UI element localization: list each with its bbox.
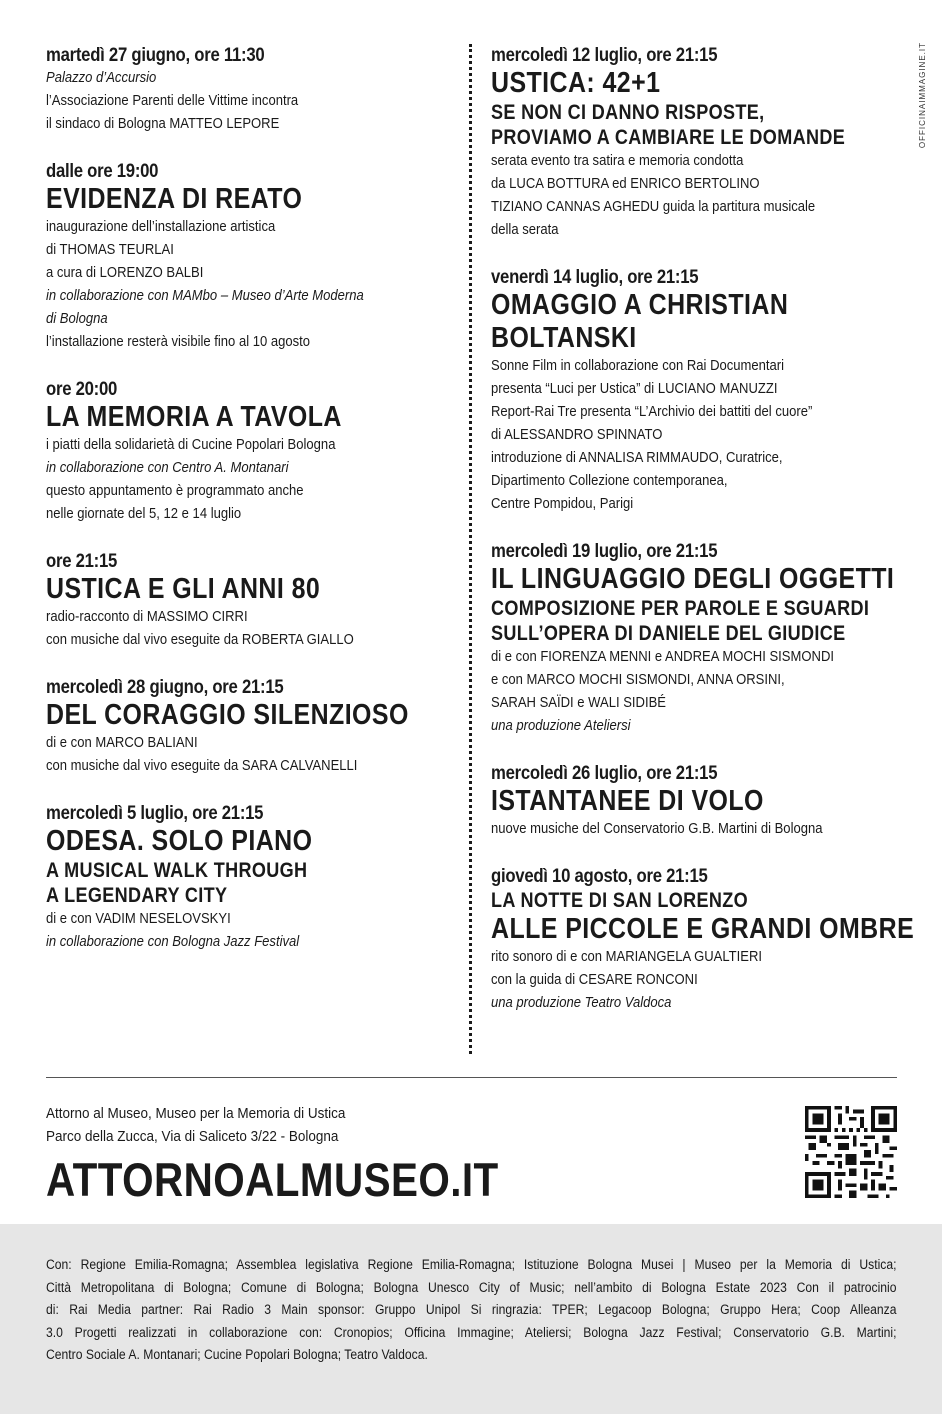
event-title: USTICA E GLI ANNI 80 bbox=[46, 573, 321, 605]
address-line: Attorno al Museo, Museo per la Memoria di Ustica bbox=[46, 1105, 346, 1122]
event-line: a cura di LORENZO BALBI bbox=[46, 265, 204, 281]
event-piccole-grandi-ombre bbox=[491, 865, 915, 1015]
event-line: TIZIANO CANNAS AGHEDU guida la partitura musicale bbox=[491, 199, 816, 215]
event-memoria-a-tavola bbox=[46, 378, 446, 526]
event-line: nelle giornate del 5, 12 e 14 luglio bbox=[46, 506, 242, 522]
sponsors-line: di: Rai Media partner: Rai Radio 3 Main sponsor: Gruppo Unipol Si ringrazia: TPER; Legacoop Bologna; Gruppo Hera; Coop Alleanza bbox=[46, 1302, 897, 1317]
event-date: dalle ore 19:00 bbox=[46, 161, 159, 182]
event-line: nuove musiche del Conservatorio G.B. Martini di Bologna bbox=[491, 821, 823, 837]
event-line: della serata bbox=[491, 222, 559, 238]
event-line: i piatti della solidarietà di Cucine Popolari Bologna bbox=[46, 437, 336, 453]
sponsors-text bbox=[46, 1254, 897, 1367]
event-subtitle: SE NON CI DANNO RISPOSTE, bbox=[491, 101, 765, 124]
event-line: rito sonoro di e con MARIANGELA GUALTIERI bbox=[491, 949, 763, 965]
event-evidenza-di-reato bbox=[46, 160, 446, 354]
event-subtitle: COMPOSIZIONE PER PAROLE E SGUARDI bbox=[491, 597, 870, 620]
event-line: di e con MARCO BALIANI bbox=[46, 735, 198, 751]
event-line: di e con VADIM NESELOVSKYI bbox=[46, 911, 231, 927]
event-line: l’installazione resterà visibile fino al 10 agosto bbox=[46, 334, 311, 350]
sponsors-footer bbox=[0, 1224, 942, 1414]
sponsors-line: Centro Sociale A. Montanari; Cucine Popolari Bologna; Teatro Valdoca. bbox=[46, 1347, 428, 1362]
event-line: serata evento tra satira e memoria condotta bbox=[491, 153, 744, 169]
event-title: ISTANTANEE DI VOLO bbox=[491, 785, 764, 817]
event-title: BOLTANSKI bbox=[491, 322, 637, 354]
event-line: Report-Rai Tre presenta “L’Archivio dei battiti del cuore” bbox=[491, 404, 813, 420]
event-subtitle: SULL’OPERA DI DANIELE DEL GIUDICE bbox=[491, 622, 846, 645]
event-line: in collaborazione con Centro A. Montanari bbox=[46, 460, 289, 476]
event-line: SARAH SAÏDI e WALI SIDIBÉ bbox=[491, 695, 667, 711]
event-line: con musiche dal vivo eseguite da SARA CALVANELLI bbox=[46, 758, 358, 774]
event-ustica-anni-80 bbox=[46, 550, 446, 652]
events-column-right bbox=[491, 44, 915, 1039]
sponsors-line: Città Metropolitana di Bologna; Comune di Bologna; Bologna Unesco City of Music; nell’ambito di Bologna Estate 2023 Con il patrocinio bbox=[46, 1279, 897, 1295]
event-line: una produzione Teatro Valdoca bbox=[491, 995, 672, 1011]
event-title: ALLE PICCOLE E GRANDI OMBRE bbox=[491, 913, 915, 945]
event-title: EVIDENZA DI REATO bbox=[46, 183, 303, 215]
sponsors-line: 3.0 Progetti realizzati in collaborazione con: Cronopios; Officina Immagine; Ateliersi; Bologna Jazz Festival; Conservatorio G.B. Martini; bbox=[46, 1324, 897, 1340]
event-title: LA MEMORIA A TAVOLA bbox=[46, 401, 342, 433]
event-line: radio-racconto di MASSIMO CIRRI bbox=[46, 609, 248, 625]
column-divider bbox=[469, 44, 472, 1054]
event-line: in collaborazione con Bologna Jazz Festival bbox=[46, 934, 300, 950]
event-date: ore 21:15 bbox=[46, 551, 118, 572]
event-line: il sindaco di Bologna MATTEO LEPORE bbox=[46, 116, 280, 132]
event-date: mercoledì 5 luglio, ore 21:15 bbox=[46, 803, 264, 824]
event-omaggio-boltanski bbox=[491, 266, 911, 516]
event-line: presenta “Luci per Ustica” di LUCIANO MANUZZI bbox=[491, 381, 778, 397]
sponsors-line: Con: Regione Emilia-Romagna; Assemblea legislativa Regione Emilia-Romagna; Istituzione Bologna Musei | Museo per la Memoria di Ustica; bbox=[46, 1257, 897, 1272]
event-line: Centre Pompidou, Parigi bbox=[491, 496, 634, 512]
event-odesa-solo-piano bbox=[46, 802, 446, 954]
event-date: mercoledì 19 luglio, ore 21:15 bbox=[491, 541, 718, 562]
event-subtitle: PROVIAMO A CAMBIARE LE DOMANDE bbox=[491, 126, 846, 149]
event-line: in collaborazione con MAMbo – Museo d’Arte Moderna bbox=[46, 288, 364, 304]
website-link[interactable]: ATTORNOALMUSEO.IT bbox=[46, 1153, 499, 1206]
event-line: introduzione di ANNALISA RIMMAUDO, Curatrice, bbox=[491, 450, 783, 466]
event-line: e con MARCO MOCHI SISMONDI, ANNA ORSINI, bbox=[491, 672, 785, 688]
event-line: con la guida di CESARE RONCONI bbox=[491, 972, 698, 988]
event-subtitle: A LEGENDARY CITY bbox=[46, 884, 228, 907]
event-title: OMAGGIO A CHRISTIAN bbox=[491, 289, 789, 321]
event-line: di e con FIORENZA MENNI e ANDREA MOCHI SISMONDI bbox=[491, 649, 834, 665]
event-subtitle: A MUSICAL WALK THROUGH bbox=[46, 859, 308, 882]
event-line: di ALESSANDRO SPINNATO bbox=[491, 427, 663, 443]
venue-address bbox=[46, 1102, 379, 1148]
event-date: mercoledì 26 luglio, ore 21:15 bbox=[491, 763, 718, 784]
event-date: mercoledì 28 giugno, ore 21:15 bbox=[46, 677, 284, 698]
event-line: da LUCA BOTTURA ed ENRICO BERTOLINO bbox=[491, 176, 760, 192]
event-line: Sonne Film in collaborazione con Rai Documentari bbox=[491, 358, 785, 374]
events-column-left bbox=[46, 44, 446, 978]
event-line: inaugurazione dell’installazione artistica bbox=[46, 219, 276, 235]
event-coraggio-silenzioso bbox=[46, 676, 446, 778]
designer-credit: OFFICINAIMMAGINE.IT bbox=[918, 42, 927, 149]
event-line: Dipartimento Collezione contemporanea, bbox=[491, 473, 728, 489]
event-date: martedì 27 giugno, ore 11:30 bbox=[46, 45, 265, 66]
event-title: USTICA: 42+1 bbox=[491, 67, 661, 99]
qr-code-icon bbox=[805, 1106, 897, 1198]
event-date: giovedì 10 agosto, ore 21:15 bbox=[491, 866, 708, 887]
event-title: DEL CORAGGIO SILENZIOSO bbox=[46, 699, 409, 731]
event-line: l’Associazione Parenti delle Vittime incontra bbox=[46, 93, 299, 109]
event-line: di Bologna bbox=[46, 311, 108, 327]
event-date: mercoledì 12 luglio, ore 21:15 bbox=[491, 45, 718, 66]
event-ustica-42-1 bbox=[491, 44, 911, 242]
event-title: ODESA. SOLO PIANO bbox=[46, 825, 313, 857]
event-pre-title: LA NOTTE DI SAN LORENZO bbox=[491, 889, 749, 912]
event-line: di THOMAS TEURLAI bbox=[46, 242, 174, 258]
event-line: con musiche dal vivo eseguite da ROBERTA GIALLO bbox=[46, 632, 354, 648]
event-istantanee-di-volo bbox=[491, 762, 911, 841]
section-divider bbox=[46, 1077, 897, 1078]
event-date: venerdì 14 luglio, ore 21:15 bbox=[491, 267, 699, 288]
event-27-june-morning bbox=[46, 44, 446, 136]
event-line: Palazzo d’Accursio bbox=[46, 70, 157, 86]
event-title: IL LINGUAGGIO DEGLI OGGETTI bbox=[491, 563, 895, 595]
address-line: Parco della Zucca, Via di Saliceto 3/22 - Bologna bbox=[46, 1128, 339, 1145]
event-linguaggio-oggetti bbox=[491, 540, 911, 738]
event-line: questo appuntamento è programmato anche bbox=[46, 483, 304, 499]
event-line: una produzione Ateliersi bbox=[491, 718, 631, 734]
event-date: ore 20:00 bbox=[46, 379, 118, 400]
